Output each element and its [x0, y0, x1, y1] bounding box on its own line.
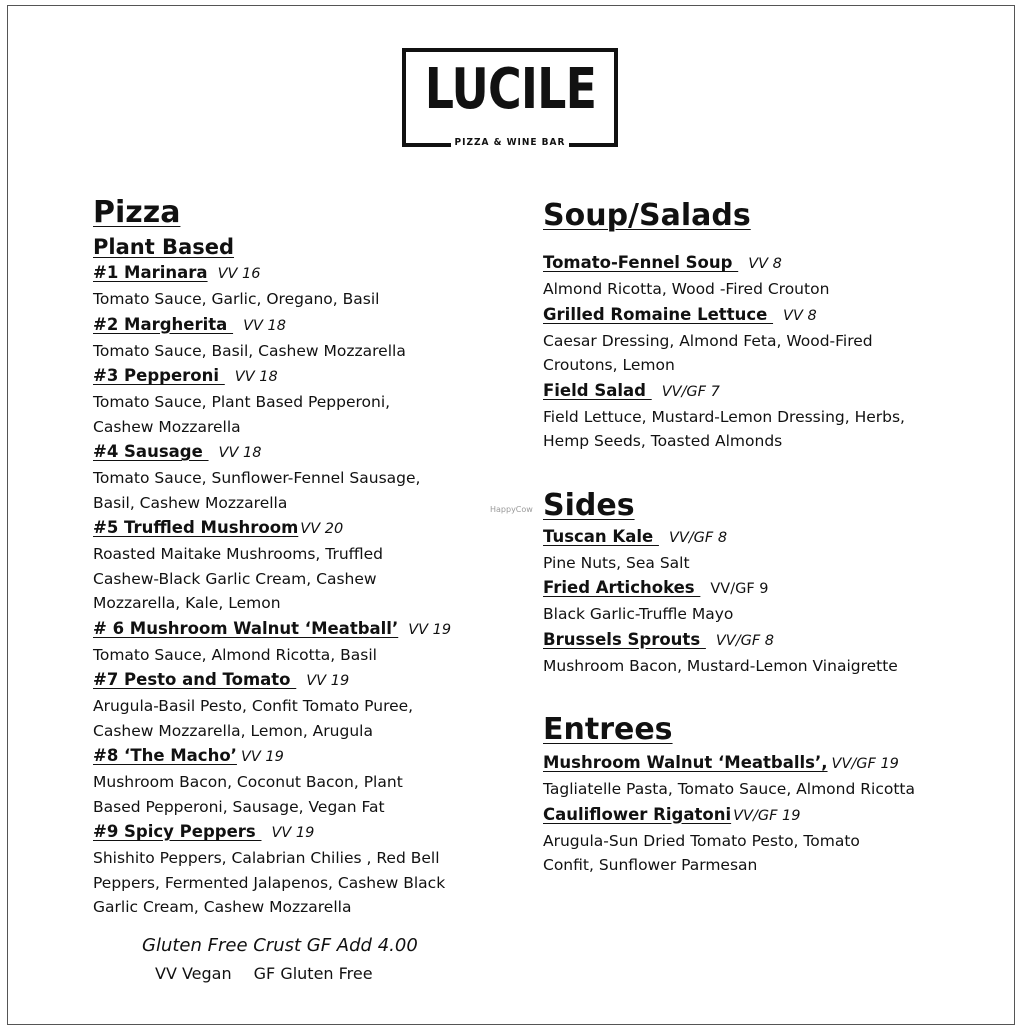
item-tag: VV 18 [234, 369, 278, 385]
item-description: Mushroom Bacon, Mustard-Lemon Vinaigrette [543, 656, 898, 675]
menu-item [93, 743, 493, 819]
menu-item [93, 819, 493, 920]
item-description: Almond Ricotta, Wood -Fired Crouton [543, 280, 830, 298]
item-name: Brussels Sprouts [543, 629, 706, 649]
item-description: Tomato Sauce, Plant Based Pepperoni, Cashew Mozzarella [93, 393, 391, 436]
menu-item [543, 802, 963, 878]
item-tag: VV 19 [271, 825, 315, 841]
item-name: #3 Pepperoni [93, 366, 225, 385]
menu-item [93, 312, 493, 364]
menu-item [543, 378, 963, 454]
item-description: Tomato Sauce, Almond Ricotta, Basil [93, 645, 377, 664]
item-tag: VV 16 [217, 266, 261, 282]
item-name: # 6 Mushroom Walnut ‘Meatball’ [93, 618, 399, 638]
item-name: #4 Sausage [93, 442, 209, 461]
menu-item [93, 667, 493, 743]
item-description: Shishito Peppers, Calabrian Chilies , Red Bell Peppers, Fermented Jalapenos, Cashew Black Garlic Cream, Cashew Mozzarella [93, 849, 446, 916]
item-name: #7 Pesto and Tomato [93, 670, 297, 689]
item-tag: VV/GF 9 [710, 581, 769, 597]
menu-item [93, 363, 493, 439]
sides-section-title: Sides [543, 487, 635, 523]
item-tag: VV 19 [408, 621, 452, 638]
logo-tagline-text: PIZZA & WINE BAR [451, 137, 570, 148]
item-name: Tomato-Fennel Soup [543, 253, 739, 272]
menu-item [93, 439, 493, 515]
item-name: Mushroom Walnut ‘Meatballs’, [543, 753, 828, 772]
item-name: Cauliflower Rigatoni [543, 804, 732, 824]
legend-gluten-free: GF Gluten Free [253, 964, 373, 983]
menu-item [543, 575, 963, 627]
logo-tagline [406, 136, 614, 150]
logo-name: LUCILE [424, 57, 597, 122]
menu-item [543, 302, 963, 378]
item-tag: VV/GF 8 [715, 632, 775, 649]
item-tag: VV/GF 8 [668, 529, 728, 546]
item-description: Black Garlic-Truffle Mayo [543, 605, 734, 623]
menu-item [93, 260, 493, 312]
item-tag: VV/GF 7 [661, 383, 720, 400]
item-tag: VV/GF 19 [831, 756, 899, 772]
restaurant-logo [402, 48, 618, 147]
item-name: Tuscan Kale [543, 526, 659, 546]
item-tag: VV 8 [783, 307, 817, 324]
item-name: Grilled Romaine Lettuce [543, 304, 774, 324]
menu-item [543, 750, 963, 802]
item-description: Tomato Sauce, Garlic, Oregano, Basil [93, 290, 380, 308]
item-name: #2 Margherita [93, 314, 234, 334]
item-name: Field Salad [543, 380, 652, 400]
entrees-section-title: Entrees [543, 712, 673, 747]
item-tag: VV 18 [243, 317, 286, 334]
menu-item [543, 524, 963, 576]
item-tag: VV 18 [218, 445, 262, 461]
item-description: Field Lettuce, Mustard-Lemon Dressing, Herbs, Hemp Seeds, Toasted Almonds [543, 407, 905, 450]
item-name: #1 Marinara [93, 263, 208, 282]
item-description: Tomato Sauce, Sunflower-Fennel Sausage, Basil, Cashew Mozzarella [93, 469, 421, 512]
item-tag: VV 8 [748, 256, 782, 272]
menu-item [543, 627, 963, 679]
pizza-section-title: Pizza [93, 195, 181, 230]
item-tag: VV 19 [306, 673, 350, 689]
item-name: #9 Spicy Peppers [93, 822, 262, 841]
item-tag: VV 20 [300, 521, 344, 537]
item-name: Fried Artichokes [543, 578, 701, 597]
pizza-column [93, 195, 493, 920]
item-tag: VV/GF 19 [733, 807, 801, 824]
item-description: Arugula-Basil Pesto, Confit Tomato Puree, Cashew Mozzarella, Lemon, Arugula [93, 697, 414, 740]
item-name: #5 Truffled Mushroom [93, 518, 299, 537]
item-description: Roasted Maitake Mushrooms, Truffled Cashew-Black Garlic Cream, Cashew Mozzarella, Kale, Lemon [93, 545, 384, 612]
legend-vegan: VV Vegan [155, 964, 232, 983]
right-column [543, 198, 963, 878]
item-description: Tomato Sauce, Basil, Cashew Mozzarella [93, 341, 406, 360]
plant-based-subtitle: Plant Based [93, 235, 235, 259]
item-tag: VV 19 [240, 749, 284, 765]
gluten-free-crust-note: Gluten Free Crust GF Add 4.00 [142, 935, 418, 956]
menu-item [543, 250, 963, 302]
happycow-watermark: HappyCow [490, 505, 533, 514]
menu-item [93, 515, 493, 616]
legend [155, 964, 373, 983]
menu-item [93, 616, 493, 668]
item-description: Mushroom Bacon, Coconut Bacon, Plant Based Pepperoni, Sausage, Vegan Fat [93, 773, 403, 816]
item-name: #8 ‘The Macho’ [93, 746, 237, 765]
item-description: Arugula-Sun Dried Tomato Pesto, Tomato Confit, Sunflower Parmesan [543, 831, 860, 874]
item-description: Tagliatelle Pasta, Tomato Sauce, Almond Ricotta [543, 780, 915, 798]
item-description: Caesar Dressing, Almond Feta, Wood-Fired Croutons, Lemon [543, 331, 873, 374]
soup-salads-section-title: Soup/Salads [543, 198, 751, 233]
item-description: Pine Nuts, Sea Salt [543, 553, 690, 572]
